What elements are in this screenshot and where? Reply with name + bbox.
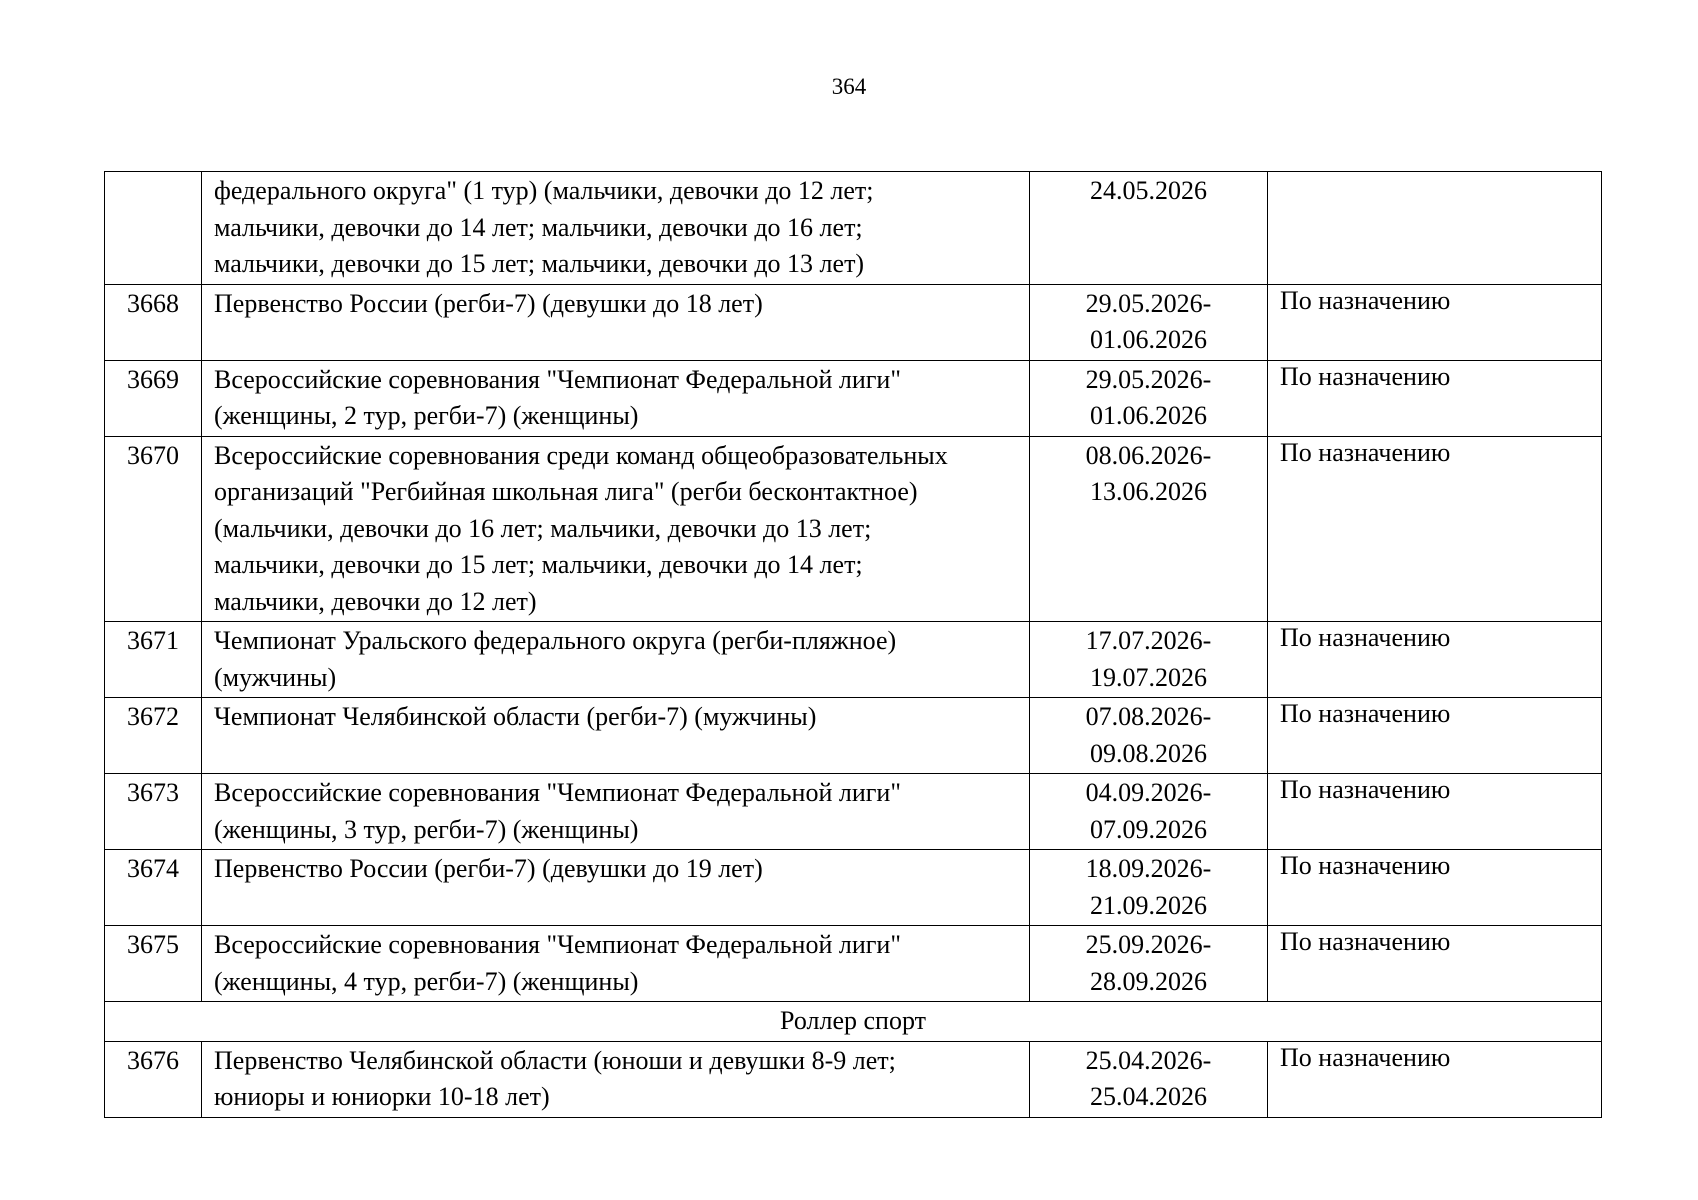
event-dates [1030,774,1268,850]
event-dates [1030,436,1268,622]
event-date-line: 21.09.2026 [1090,890,1207,920]
events-table [104,171,1602,1118]
event-date-line: 25.04.2026- [1085,1045,1212,1075]
event-date-line: 07.08.2026- [1085,702,1212,731]
event-title-line: Всероссийские соревнования "Чемпионат Федеральной лиги" [214,930,901,959]
event-title-line: мальчики, девочки до 14 лет; мальчики, девочки до 16 лет; [214,212,863,242]
event-date-line: 24.05.2026 [1090,176,1207,205]
event-dates [1030,622,1268,698]
event-date-line: 18.09.2026- [1085,854,1212,883]
event-title [202,774,1030,850]
event-title [202,284,1030,360]
event-title-line: мальчики, девочки до 12 лет) [214,586,537,616]
event-title-line: (мальчики, девочки до 16 лет; мальчики, девочки до 13 лет; [214,513,872,543]
event-date-line: 09.08.2026 [1090,738,1207,768]
event-date-line: 04.09.2026- [1085,778,1212,807]
table-row [105,926,1602,1002]
event-date-line: 08.06.2026- [1085,440,1212,470]
event-location [1268,850,1602,926]
event-title-line: (мужчины) [214,662,337,692]
events-table-body [105,172,1602,1118]
table-row [105,360,1602,436]
event-date-line: 01.06.2026 [1090,325,1207,354]
event-number: 3671 [105,622,202,698]
event-date-line: 29.05.2026- [1085,364,1212,394]
event-number: 3672 [105,698,202,774]
event-title [202,926,1030,1002]
event-location-text: По назначению [1280,285,1451,315]
event-dates [1030,172,1268,285]
event-location-text: По назначению [1280,437,1451,467]
event-title-line: мальчики, девочки до 15 лет; мальчики, девочки до 14 лет; [214,550,863,579]
table-row [105,436,1602,622]
event-dates [1030,850,1268,926]
event-dates [1030,698,1268,774]
event-number: 3673 [105,774,202,850]
event-title-line: Чемпионат Уральского федерального округа (регби-пляжное) [214,626,897,655]
event-title [202,360,1030,436]
event-dates [1030,360,1268,436]
event-location-text: По назначению [1280,699,1451,728]
event-title [202,172,1030,285]
event-number: 3670 [105,436,202,622]
event-title-line: (женщины, 3 тур, регби-7) (женщины) [214,814,639,844]
event-location [1268,436,1602,622]
event-number: 3675 [105,926,202,1002]
event-date-line: 25.04.2026 [1090,1082,1207,1111]
event-number: 3669 [105,360,202,436]
event-location [1268,284,1602,360]
event-date-line: 25.09.2026- [1085,930,1212,959]
event-date-line: 28.09.2026 [1090,966,1207,996]
table-row [105,284,1602,360]
event-date-line: 29.05.2026- [1085,288,1212,318]
event-date-line: 01.06.2026 [1090,401,1207,430]
event-location [1268,360,1602,436]
event-title-line: Первенство Челябинской области (юноши и девушки 8-9 лет; [214,1045,896,1075]
table-row [105,622,1602,698]
page-number: 364 [831,74,867,99]
event-location-text: По назначению [1280,851,1451,880]
event-title-line: (женщины, 2 тур, регби-7) (женщины) [214,401,639,430]
table-row [105,1041,1602,1117]
event-number: 3676 [105,1041,202,1117]
event-title-line: федерального округа" (1 тур) (мальчики, девочки до 12 лет; [214,176,874,205]
event-dates [1030,284,1268,360]
table-row [105,774,1602,850]
event-title [202,698,1030,774]
event-location [1268,622,1602,698]
event-dates [1030,1041,1268,1117]
event-number: 3668 [105,284,202,360]
section-row [105,1002,1602,1042]
event-location [1268,926,1602,1002]
table-row [105,698,1602,774]
event-location-text: По назначению [1280,927,1451,956]
event-location-text: По назначению [1280,361,1451,391]
event-title-line: юниоры и юниорки 10-18 лет) [214,1082,550,1111]
event-location [1268,172,1602,285]
event-location-text: По назначению [1280,775,1451,804]
event-date-line: 17.07.2026- [1085,626,1212,655]
event-title-line: (женщины, 4 тур, регби-7) (женщины) [214,966,639,996]
event-date-line: 13.06.2026 [1090,477,1207,506]
event-dates [1030,926,1268,1002]
section-title: Роллер спорт [105,1002,1602,1042]
event-title-line: организаций "Регбийная школьная лига" (регби бесконтактное) [214,477,918,506]
event-date-line: 07.09.2026 [1090,814,1207,844]
event-location [1268,774,1602,850]
event-location-text: По назначению [1280,623,1451,652]
event-title-line: мальчики, девочки до 15 лет; мальчики, девочки до 13 лет) [214,249,865,278]
event-title [202,850,1030,926]
event-title-line: Всероссийские соревнования "Чемпионат Федеральной лиги" [214,778,901,807]
event-title-line: Первенство России (регби-7) (девушки до 18 лет) [214,288,763,318]
event-title [202,436,1030,622]
event-title-line: Всероссийские соревнования "Чемпионат Федеральной лиги" [214,364,901,394]
event-location [1268,698,1602,774]
event-title-line: Всероссийские соревнования среди команд общеобразовательных [214,440,948,470]
event-number [105,172,202,285]
table-row [105,172,1602,285]
event-title [202,622,1030,698]
table-row [105,850,1602,926]
event-title-line: Чемпионат Челябинской области (регби-7) (мужчины) [214,702,817,731]
event-date-line: 19.07.2026 [1090,662,1207,692]
event-number: 3674 [105,850,202,926]
event-title-line: Первенство России (регби-7) (девушки до 19 лет) [214,854,763,883]
event-location-text: По назначению [1280,1042,1451,1072]
event-title [202,1041,1030,1117]
event-location [1268,1041,1602,1117]
